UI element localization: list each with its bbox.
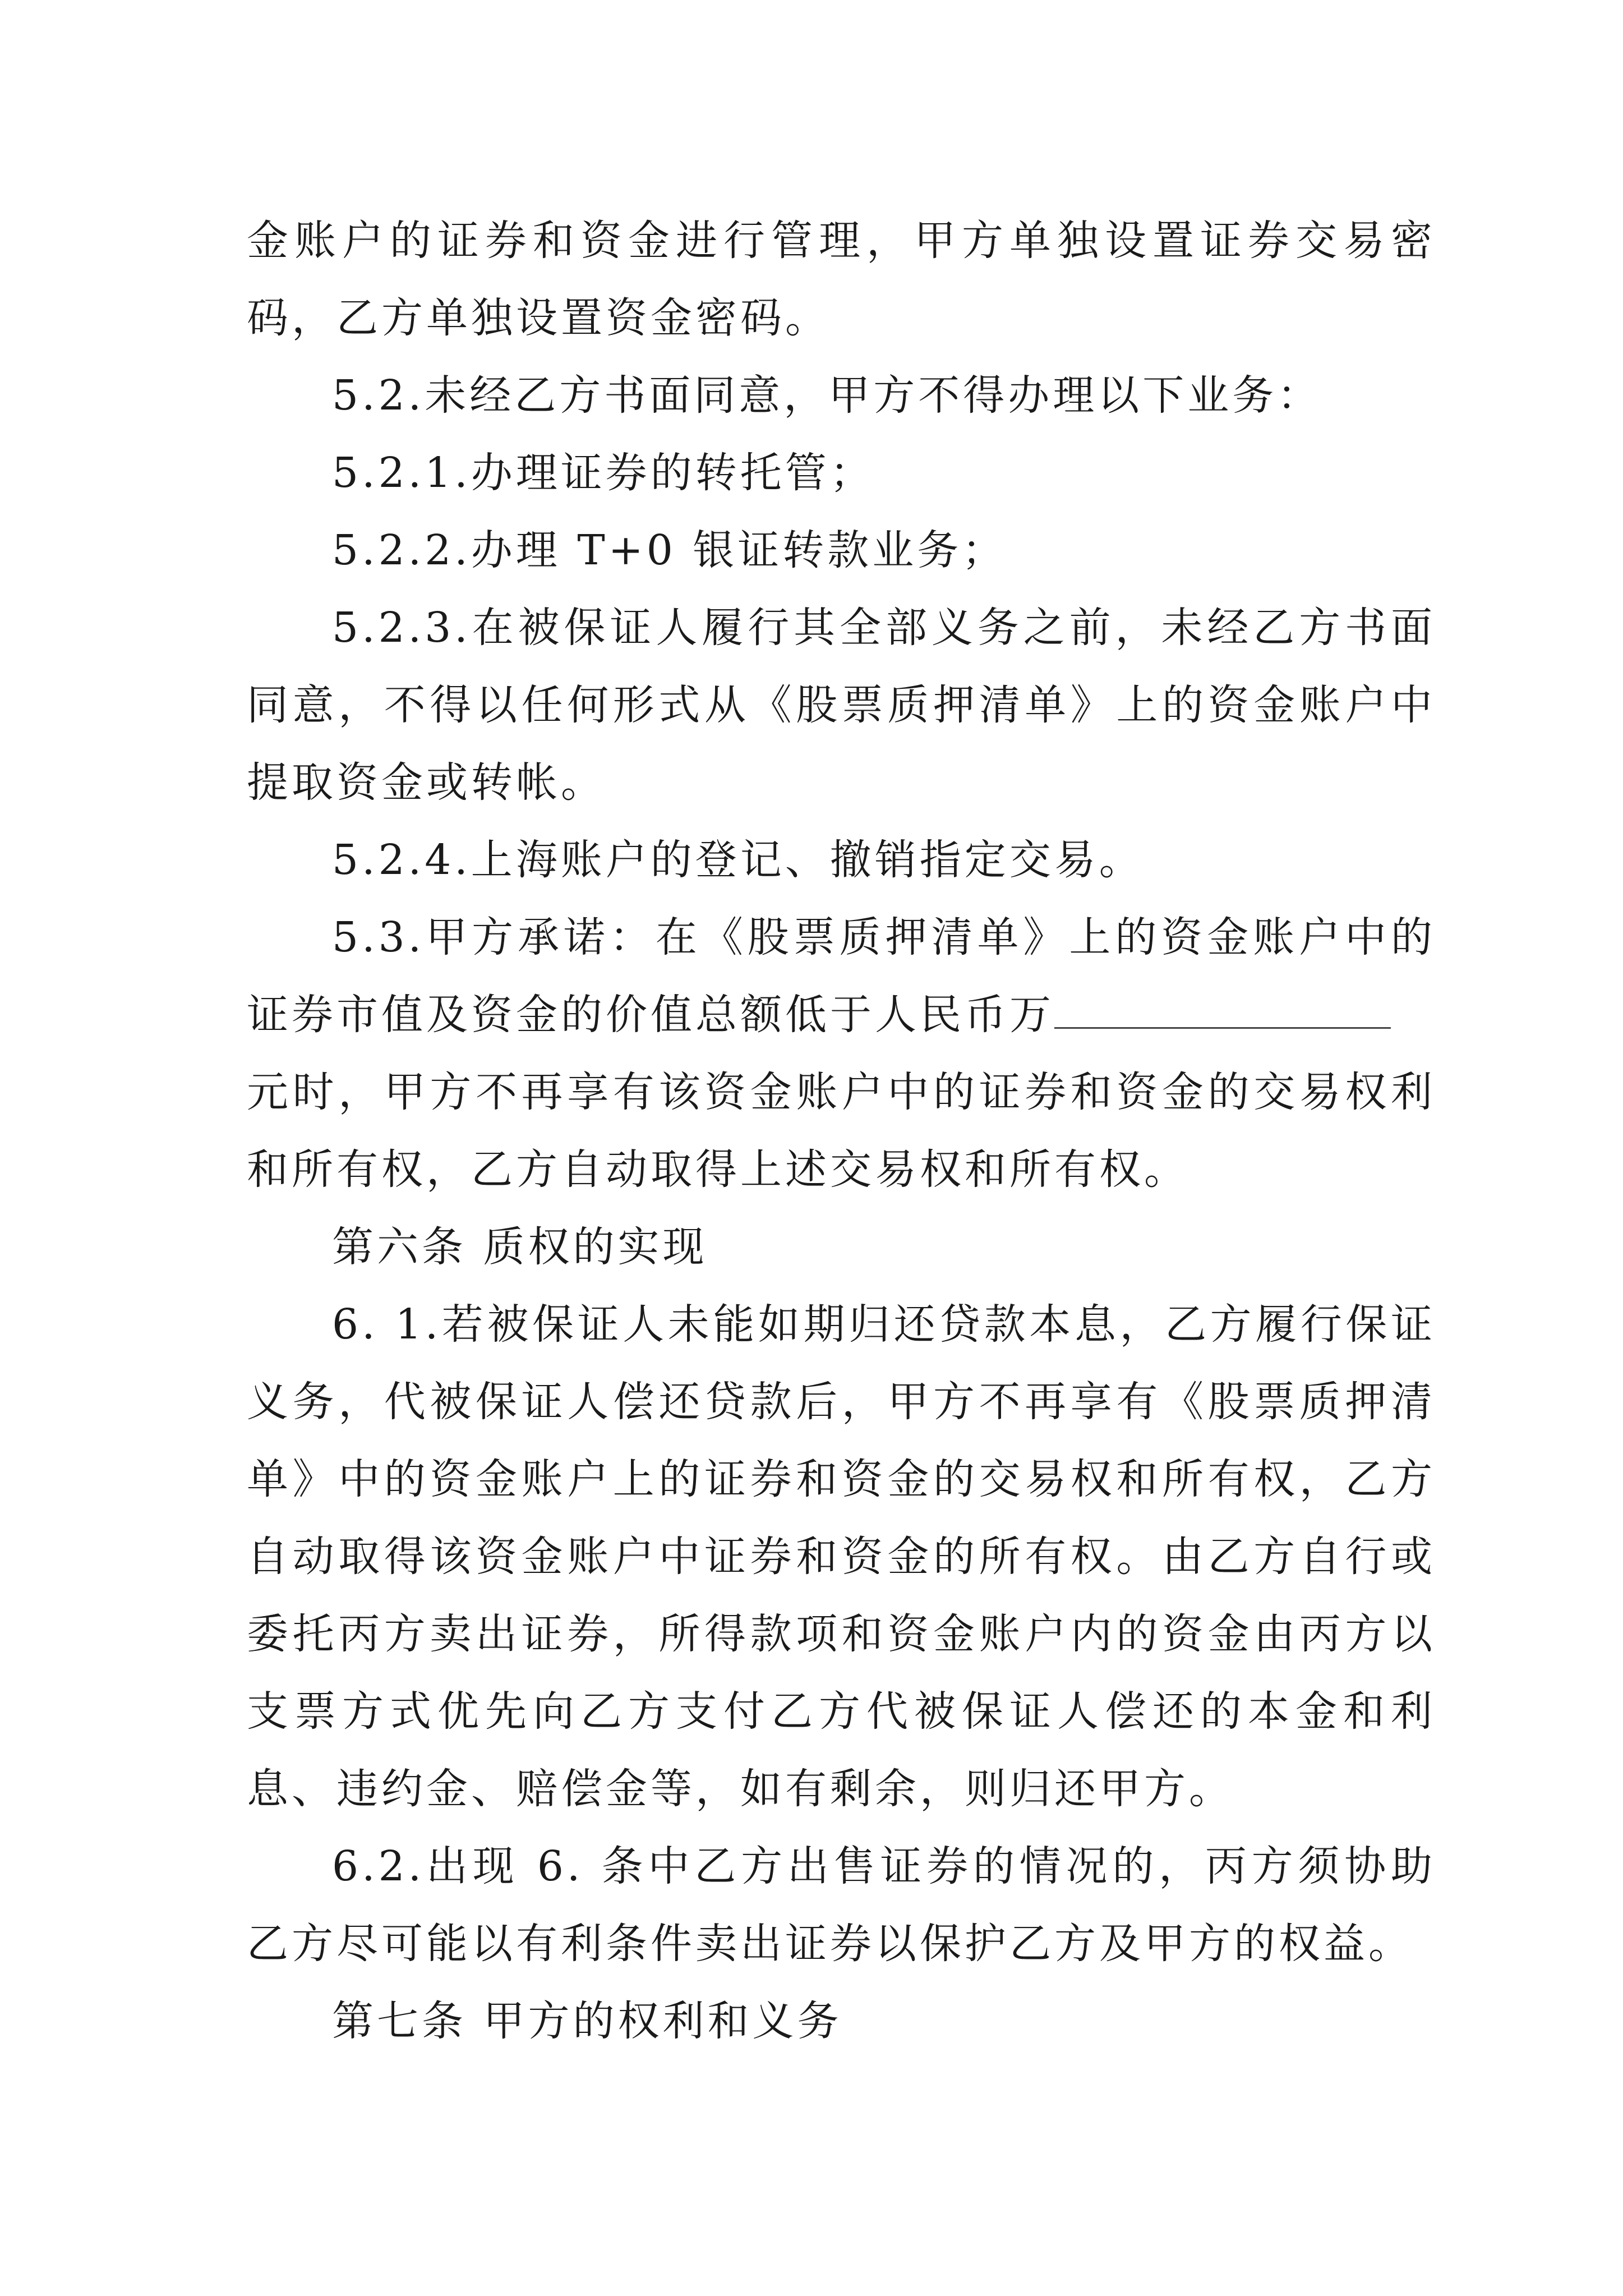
article-6-heading: 第六条 质权的实现: [332, 1223, 708, 1271]
document-body: [247, 202, 1436, 2060]
clause-5-3-continued: 元时，甲方不再享有该资金账户中的证券和资金的交易权利和所有权，乙方自动取得上述交易权和所有权。: [247, 1068, 1436, 1194]
clause-5-2-1: 5.2.1.办理证券的转托管；: [332, 449, 875, 497]
paragraph-account-management: 金账户的证券和资金进行管理，甲方单独设置证券交易密码，乙方单独设置资金密码。: [247, 217, 1436, 342]
clause-5-2-3: 5.2.3.在被保证人履行其全部义务之前，未经乙方书面同意，不得以任何形式从《股票质押清单》上的资金账户中提取资金或转帐。: [247, 604, 1436, 807]
clause-5-3: [247, 899, 1436, 1053]
clause-5-3-text: 5.3.甲方承诺：在《股票质押清单》上的资金账户中的证券市值及资金的价值总额低于人民币万: [247, 913, 1436, 1039]
amount-blank-line: [1054, 988, 1391, 1029]
clause-5-2-4: 5.2.4.上海账户的登记、撤销指定交易。: [332, 836, 1144, 884]
clause-5-2-2: 5.2.2.办理 T+0 银证转款业务；: [332, 526, 1007, 574]
clause-6-2: 6.2.出现 6. 条中乙方出售证券的情况的，丙方须协助乙方尽可能以有利条件卖出证券以保护乙方及甲方的权益。: [247, 1842, 1436, 1968]
clause-6-1: 6. 1.若被保证人未能如期归还贷款本息，乙方履行保证义务，代被保证人偿还贷款后，甲方不再享有《股票质押清单》中的资金账户上的证券和资金的交易权和所有权，乙方自动取得该资金账户中证券和资金的所有权。由乙方自行或委托丙方卖出证券，所得款项和资金账户内的资金由丙方以支票方式优先向乙方支付乙方代被保证人偿还的本金和利息、违约金、赔偿金等，如有剩余，则归还甲方。: [247, 1300, 1436, 1813]
article-7-heading: 第七条 甲方的权利和义务: [332, 1997, 842, 2045]
clause-5-2: 5.2.未经乙方书面同意，甲方不得办理以下业务：: [332, 371, 1322, 420]
